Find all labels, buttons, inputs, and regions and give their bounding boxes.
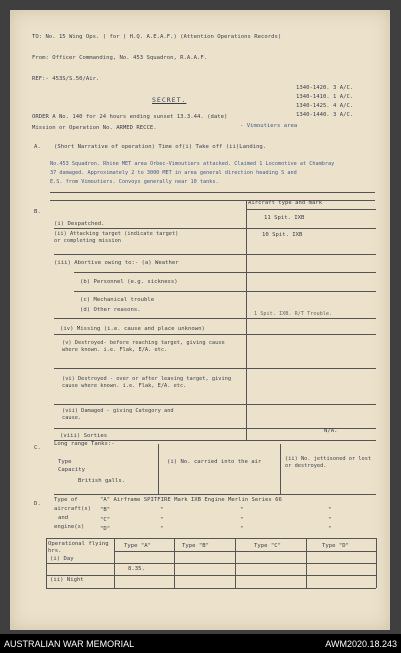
section-a-line: (Short Narrative of operation) Time of(i) Take off (ii)Landing.	[54, 144, 267, 150]
type-label: Type	[58, 459, 72, 465]
table-line	[54, 318, 376, 319]
row-value: 10 Spit. IXB	[262, 232, 303, 238]
section-b-label: B.	[34, 209, 41, 215]
ditto-mark: "	[160, 526, 164, 532]
type-d-label: "D"	[100, 526, 111, 532]
ditto-mark: "	[240, 526, 244, 532]
time-line: 1340-1440. 3 A/C.	[296, 112, 354, 118]
row-label: (iii) Abortive owing to:- (a) Weather	[54, 260, 179, 266]
ditto-mark: "	[240, 517, 244, 523]
ditto-mark: "	[328, 517, 332, 523]
aircraft-label: aircraft(s)	[54, 506, 92, 512]
col-header: Type "C"	[254, 543, 281, 549]
narrative-line: No.453 Squadron. Rhine MET area Orbec-Vimoutiers attacked. Claimed 1 Locomotive at Chambray	[50, 161, 335, 167]
row-label: (b) Personnel (e.g. sickness)	[80, 279, 178, 285]
time-line: 1340-1425. 4 A/C.	[296, 103, 354, 109]
row-label: (v) Destroyed- before reaching target, giving cause where known. i.e. Flak, E/A. etc.	[62, 340, 225, 353]
row-label: (vi) Destroyed - over or after leaving target, giving cause where known. i.e. Flak, E/A. etc.	[62, 376, 232, 389]
row-label: (i) Day	[50, 556, 74, 562]
flying-hours-header: Operational flying hrs.	[48, 541, 109, 555]
time-line: 1340-1420. 3 A/C.	[296, 85, 354, 91]
table-line	[46, 575, 376, 576]
aircraft-header: Aircraft type and mark	[248, 200, 323, 206]
divider	[50, 192, 375, 193]
table-line	[54, 228, 376, 229]
table-vline	[280, 444, 281, 494]
jettisoned-label: (ii) No. jettisoned or lost or destroyed.	[285, 456, 372, 469]
table-line	[246, 209, 376, 210]
row-label: (ii) Night	[50, 577, 84, 583]
from-line: From: Officer Commanding, No. 453 Squadron, R.A.A.F.	[32, 55, 208, 61]
row-label: (i) Despatched.	[54, 221, 105, 227]
airframe-line: "A" Airframe SPITFIRE Mark IXB Engine Merlin Series 66	[100, 497, 282, 503]
and-label: and	[58, 515, 69, 521]
table-line	[74, 272, 376, 273]
section-d-label: D.	[34, 501, 41, 507]
footer-right: AWM2020.18.243	[325, 639, 397, 649]
table-line	[54, 404, 376, 405]
row-value: 11 Spit. IXB	[264, 215, 305, 221]
type-c-label: "C"	[100, 517, 111, 523]
table-vline	[158, 444, 159, 494]
col-header: Type "D"	[322, 543, 349, 549]
table-line	[54, 334, 376, 335]
ditto-mark: "	[160, 517, 164, 523]
type-b-label: "B"	[100, 507, 111, 513]
ditto-mark: "	[328, 507, 332, 513]
table-line	[46, 538, 376, 539]
table-line	[54, 368, 376, 369]
table-line	[46, 588, 376, 589]
col-header: Type "B"	[182, 543, 209, 549]
tanks-label: Long range Tanks:-	[54, 441, 115, 447]
ditto-mark: "	[160, 507, 164, 513]
area-note: - Vimoutiers area	[240, 123, 298, 129]
col-header: Type "A"	[124, 543, 151, 549]
table-line	[74, 291, 376, 292]
narrative-line: E.S. from Vimoutiers. Convoys generally near 10 tanks.	[50, 179, 219, 185]
mission-line: Mission or Operation No. ARMED RECCE.	[32, 125, 157, 131]
section-a-label: A.	[34, 144, 41, 150]
ditto-mark: "	[240, 507, 244, 513]
narrative-line: 37 damaged. Approximately 2 to 3000 MET in area general direction heading S and	[50, 170, 297, 176]
row-label: (c) Mechanical trouble	[80, 297, 155, 303]
footer-bar	[0, 634, 401, 653]
secret-heading: SECRET.	[152, 96, 187, 104]
row-label: (viii) Sorties	[60, 433, 108, 439]
capacity-label: Capacity	[58, 467, 85, 473]
ditto-mark: "	[328, 526, 332, 532]
row-label: (ii) Attacking target (indicate target) or completing mission	[54, 231, 179, 244]
divider	[50, 200, 375, 201]
row-label: (d) Other reasons.	[80, 307, 141, 313]
footer-left: AUSTRALIAN WAR MEMORIAL	[4, 639, 135, 649]
row-label: (iv) Missing (i.e. cause and place unknown)	[60, 326, 205, 332]
row-value: N/A.	[324, 428, 338, 434]
order-line: ORDER A No. 140 for 24 hours ending sunset 13.3.44. (date)	[32, 114, 228, 120]
type-of-label: Type of	[54, 497, 78, 503]
divider	[54, 494, 376, 495]
row-value: 1 Spit. IXB. R/T Trouble.	[254, 311, 333, 317]
table-line	[46, 563, 376, 564]
british-gall: British galls.	[78, 478, 126, 484]
table-line	[114, 551, 376, 552]
document-page	[10, 10, 390, 630]
table-vline	[376, 538, 377, 588]
row-label: (vii) Damaged - giving Category and cause.	[62, 408, 174, 421]
time-line: 1340-1410. 1 A/C.	[296, 94, 354, 100]
to-line: TO: No. 15 Wing Ops. ( for ( H.Q. A.E.A.F.) (Attention Operations Records)	[32, 34, 282, 40]
cell-value: 8.35.	[128, 566, 145, 572]
section-c-label: C.	[34, 445, 41, 451]
ref-line: REF:- 453S/S.50/Air.	[32, 76, 100, 82]
carried-label: (i) No. carried into the air	[167, 459, 262, 465]
engines-label: engine(s)	[54, 524, 85, 530]
table-line	[54, 254, 376, 255]
